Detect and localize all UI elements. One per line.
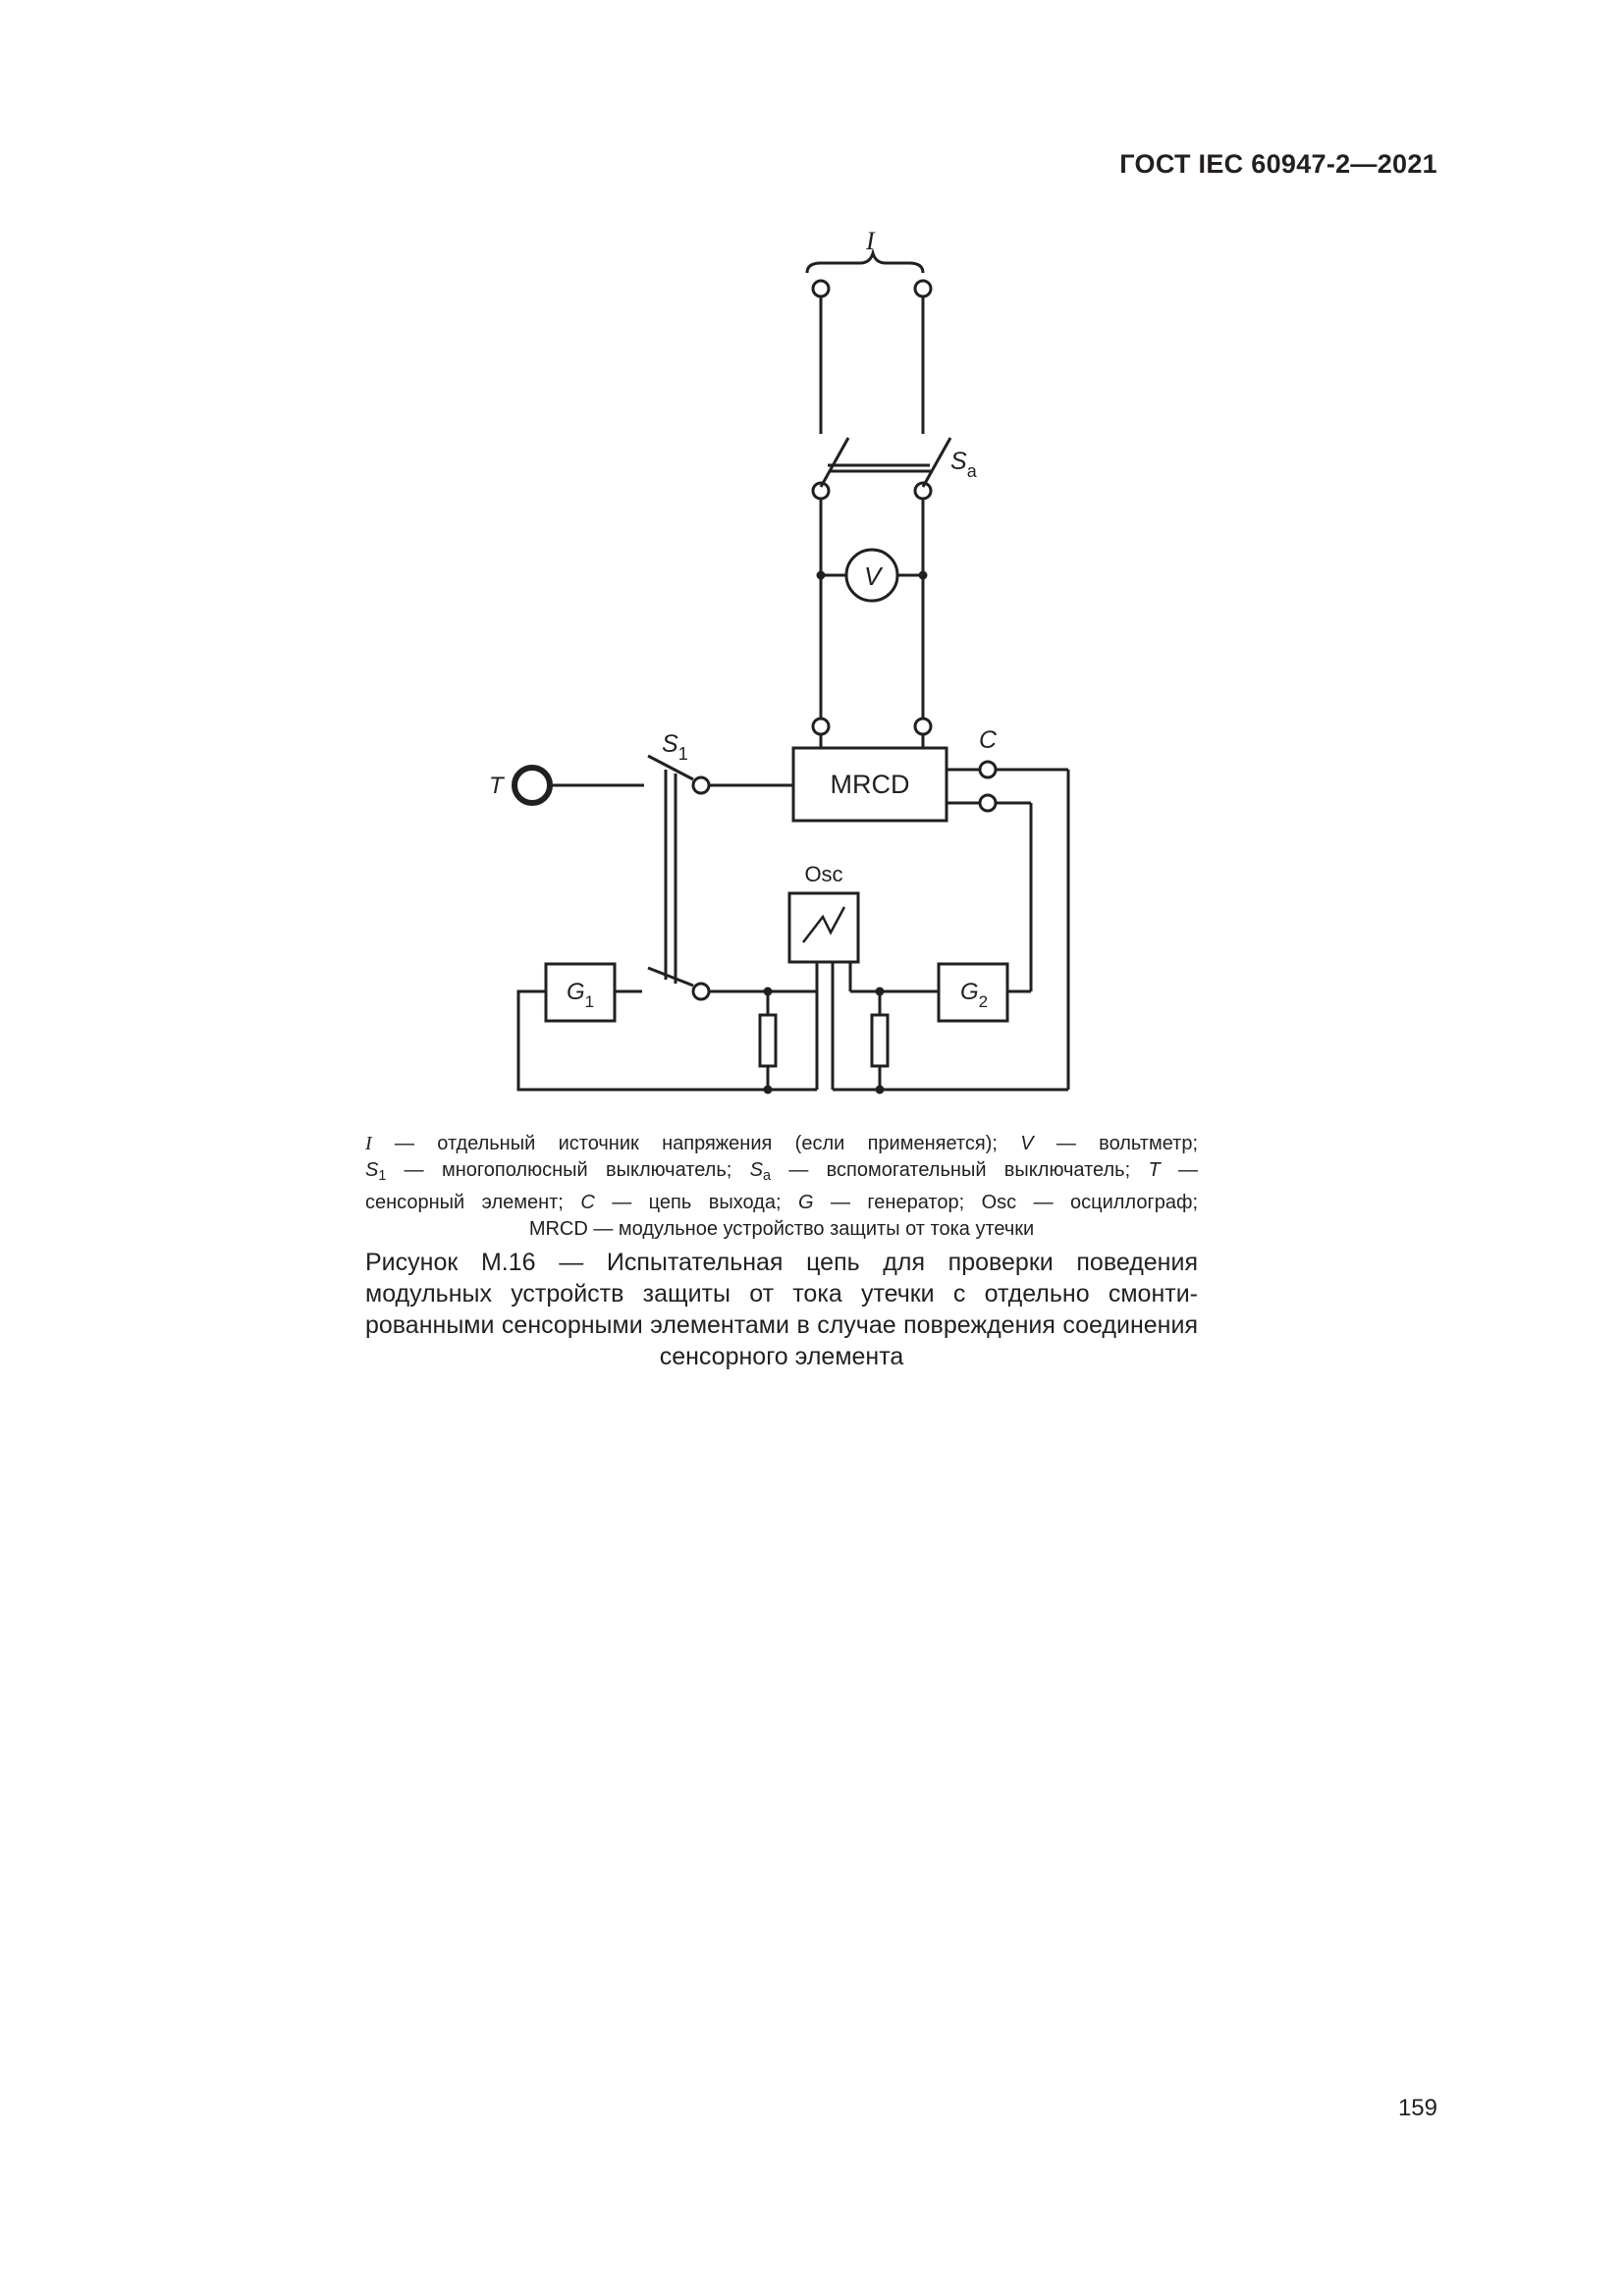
label-i: I (866, 227, 875, 255)
label-g2: $G_2$ (960, 979, 989, 1011)
label-mrcd: MRCD (830, 770, 910, 799)
label-osc: Osc (804, 862, 843, 886)
page-number: 159 (1397, 2095, 1437, 2121)
legend-line-1: I — отдельный источник напряжения (если применяется); V — вольтметр; (365, 1133, 1198, 1154)
legend-line-4: MRCD — модульное устройство защиты от тока утечки (528, 1218, 1035, 1241)
label-c: C (979, 726, 998, 754)
resistor-left (760, 1015, 776, 1066)
oscilloscope-box (789, 893, 858, 962)
label-t: T (489, 773, 504, 799)
resistor-right (872, 1015, 888, 1066)
caption-line-1: Рисунок М.16 — Испытательная цепь для проверки поведения (365, 1249, 1198, 1276)
label-sa: $S_a$ (950, 448, 977, 481)
source-terminal-right (915, 281, 931, 296)
standard-code-header: ГОСТ IEC 60947-2—2021 (1119, 149, 1437, 179)
label-s1: $S_1$ (662, 730, 688, 764)
sa-switch-blade-right (923, 438, 950, 487)
legend-line-3: сенсорный элемент; C — цепь выхода; G — генератор; Osc — осциллограф; (365, 1192, 1199, 1214)
oscilloscope-waveform (803, 907, 844, 942)
caption-line-3: рованными сенсорными элементами в случае повреждения соединения (365, 1311, 1198, 1339)
source-brace (807, 253, 923, 273)
label-v: V (864, 561, 882, 591)
caption-line-4: сенсорного элемента (659, 1343, 904, 1370)
label-g1: $G_1$ (567, 979, 595, 1011)
s1-switch-blade-bottom (648, 968, 693, 986)
source-terminal-left (813, 281, 829, 296)
caption-line-2: модульных устройств защиты от тока утечки с отдельно смонти- (365, 1280, 1198, 1308)
figure-legend (365, 1131, 1198, 1243)
legend-line-2: $S_1$ — многополюсный выключатель; $S_a$ — вспомогательный выключатель; T — (365, 1159, 1199, 1185)
sensor-element-t (514, 768, 550, 803)
sa-switch-blade-left (821, 438, 848, 487)
figure-caption (365, 1247, 1198, 1372)
